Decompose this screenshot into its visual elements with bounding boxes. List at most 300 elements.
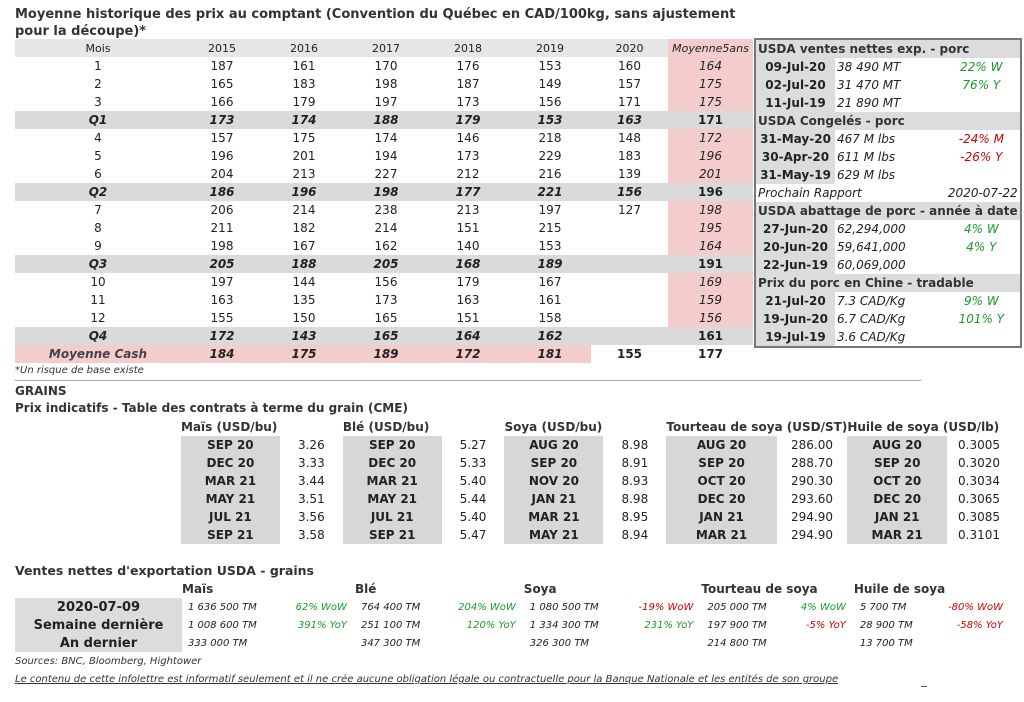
next-report-row: [755, 184, 1021, 202]
contract-month: AUG 20: [666, 436, 776, 454]
price-cell: 183: [618, 149, 641, 163]
price-cell: 227: [374, 167, 398, 181]
usda-change: [943, 328, 1021, 347]
price-cell: 182: [292, 221, 316, 235]
contract-price: 3.56: [297, 510, 325, 524]
contract-price: 8.91: [621, 456, 649, 470]
price-cell: 167: [292, 239, 316, 253]
contract-price: 0.3101: [958, 528, 1001, 542]
contract-month: SEP 20: [666, 454, 776, 472]
divider: [15, 380, 921, 381]
price-cell: 187: [210, 59, 234, 73]
quarter-row: [15, 255, 753, 273]
export-volume: 326 300 TM: [529, 637, 590, 649]
usda-date: 21-Jul-20: [755, 292, 835, 310]
contract-price: 0.3065: [958, 492, 1001, 506]
column-header: Moyenne5ans: [668, 39, 753, 57]
export-change: [439, 634, 524, 652]
usda-change: 22% W: [960, 60, 1003, 74]
row-label: 10: [90, 275, 106, 289]
grain-column-title: Maïs (USD/bu): [181, 420, 278, 434]
contract-month: MAR 21: [504, 508, 603, 526]
five-year-average-cell: 164: [668, 237, 753, 255]
usda-data-row: [755, 94, 1021, 112]
row-label: 7: [94, 203, 102, 217]
contract-month: JUL 21: [343, 508, 442, 526]
five-year-average-cell: 175: [668, 75, 753, 93]
price-cell: 151: [456, 221, 480, 235]
usda-date: 19-Jul-19: [755, 328, 835, 347]
contract-price: 0.3034: [958, 474, 1001, 488]
price-cell: 166: [210, 95, 234, 109]
usda-data-row: [755, 166, 1021, 184]
price-cell: [591, 291, 668, 309]
exports-header: [15, 580, 1011, 598]
contract-month: JAN 21: [666, 508, 776, 526]
commodity-title: Soya: [523, 582, 557, 596]
export-change: 4% WoW: [800, 601, 846, 613]
export-volume: 197 900 TM: [707, 619, 767, 631]
contract-price: 5.27: [459, 438, 487, 452]
five-year-average-cell: 195: [668, 219, 753, 237]
price-cell: 214: [292, 203, 316, 217]
contract-month: SEP 21: [181, 526, 280, 544]
five-year-average-cell: 156: [668, 309, 753, 327]
usda-data-row: [755, 328, 1021, 347]
price-cell: 151: [456, 311, 480, 325]
commodity-title: Maïs: [182, 582, 214, 596]
price-cell: 155: [591, 345, 668, 363]
usda-change: [943, 256, 1021, 274]
contract-price: 294.90: [791, 528, 834, 542]
export-change: -5% YoY: [805, 619, 846, 631]
page-title: Moyenne historique des prix au comptant (Convention du Québec en CAD/100kg, sans ajustement pour la découpe)*: [15, 7, 736, 39]
contract-price: 8.95: [621, 510, 649, 524]
price-cell: 198: [210, 239, 234, 253]
usda-change: -26% Y: [960, 150, 1003, 164]
export-volume: 347 300 TM: [360, 637, 421, 649]
price-cell: 183: [292, 77, 316, 91]
contract-month: MAY 21: [504, 526, 603, 544]
price-cell: 201: [292, 149, 316, 163]
usda-date: 31-May-19: [755, 166, 835, 184]
contract-month: DEC 20: [847, 490, 947, 508]
export-volume: 5 700 TM: [859, 601, 907, 613]
price-cell: 173: [374, 293, 398, 307]
five-year-average-cell: 172: [668, 129, 753, 147]
contract-price: 5.33: [459, 456, 487, 470]
row-label: Q2: [15, 183, 181, 201]
price-cell: 158: [538, 311, 562, 325]
price-cell: 167: [538, 275, 562, 289]
usda-change: 101% Y: [958, 312, 1005, 326]
contract-price: 290.30: [791, 474, 834, 488]
grain-column-title: Tourteau de soya (USD/ST): [666, 420, 848, 434]
price-cell: 174: [374, 131, 398, 145]
usda-section-header: [755, 112, 1021, 130]
usda-value: 629 M lbs: [836, 168, 896, 182]
export-change: 62% WoW: [295, 601, 347, 613]
five-year-average-cell: 198: [668, 201, 753, 219]
price-cell: 149: [538, 77, 562, 91]
price-cell: 177: [427, 183, 509, 201]
column-header: 2020: [591, 39, 668, 57]
price-cell: 196: [210, 149, 234, 163]
grain-exports-table: [15, 580, 1011, 652]
row-label: 12: [90, 311, 106, 325]
price-cell: 213: [292, 167, 316, 181]
grain-contract-row: [181, 526, 1011, 544]
price-cell: 214: [374, 221, 398, 235]
contract-month: NOV 20: [504, 472, 603, 490]
price-cell: 148: [618, 131, 641, 145]
price-cell: 163: [591, 111, 668, 129]
price-cell: 238: [374, 203, 398, 217]
export-volume: 1 008 600 TM: [188, 619, 257, 631]
price-cell: 216: [538, 167, 562, 181]
contract-price: 286.00: [791, 438, 834, 452]
contract-month: JAN 21: [504, 490, 603, 508]
usda-section-header: [755, 202, 1021, 220]
column-header: 2018: [427, 39, 509, 57]
usda-value: 59,641,000: [836, 240, 906, 254]
price-cell: 157: [618, 77, 641, 91]
price-cell: 165: [345, 327, 427, 345]
price-cell: 172: [181, 327, 263, 345]
price-cell: 181: [509, 345, 591, 363]
price-cell: 146: [456, 131, 480, 145]
export-change: [620, 634, 701, 652]
usda-data-row: [755, 220, 1021, 238]
grains-heading: GRAINS: [15, 384, 67, 398]
export-volume: 205 000 TM: [707, 601, 767, 613]
contract-month: AUG 20: [847, 436, 947, 454]
price-cell: 139: [618, 167, 641, 181]
contract-price: 0.3085: [958, 510, 1001, 524]
contract-price: 294.90: [791, 510, 834, 524]
five-year-average-cell: 175: [668, 93, 753, 111]
row-label: Moyenne Cash: [15, 345, 181, 363]
usda-panel: [754, 38, 1022, 348]
price-cell: 163: [456, 293, 480, 307]
usda-section-title: Prix du porc en Chine - tradable: [755, 274, 1021, 292]
usda-change: [943, 166, 1021, 184]
contract-price: 3.44: [297, 474, 325, 488]
price-cell: 156: [374, 275, 398, 289]
contract-month: MAR 21: [343, 472, 442, 490]
grain-column-title: Soya (USD/bu): [504, 420, 603, 434]
price-cell: 173: [456, 149, 480, 163]
price-cell: [591, 237, 668, 255]
price-cell: 221: [509, 183, 591, 201]
export-volume: 214 800 TM: [707, 637, 767, 649]
export-change: [786, 634, 854, 652]
exports-row-label: 2020-07-09: [15, 598, 182, 616]
grain-table-header: [181, 418, 1011, 436]
export-volume: 13 700 TM: [859, 637, 913, 649]
five-year-average-cell: 161: [668, 327, 753, 345]
price-cell: 205: [345, 255, 427, 273]
contract-price: 5.40: [459, 510, 487, 524]
usda-data-row: [755, 292, 1021, 310]
price-cell: 198: [345, 183, 427, 201]
price-cell: 135: [292, 293, 316, 307]
price-cell: 144: [292, 275, 316, 289]
contract-price: 8.98: [621, 438, 649, 452]
usda-date: 30-Apr-20: [755, 148, 835, 166]
price-cell: 212: [456, 167, 480, 181]
month-row: [15, 75, 753, 93]
commodity-title: Tourteau de soya: [701, 582, 818, 596]
grain-futures-table: [181, 418, 1011, 544]
usda-date: 20-Jun-20: [755, 238, 835, 256]
usda-date: 02-Jul-20: [755, 76, 835, 94]
price-cell: [591, 273, 668, 291]
export-volume: 28 900 TM: [859, 619, 913, 631]
five-year-average-cell: 191: [668, 255, 753, 273]
price-cell: 204: [210, 167, 234, 181]
usda-section-header: [755, 274, 1021, 292]
five-year-average-cell: 201: [668, 165, 753, 183]
price-cell: 188: [263, 255, 345, 273]
export-change: 204% WoW: [458, 601, 516, 613]
contract-price: 5.47: [459, 528, 487, 542]
price-cell: 163: [210, 293, 234, 307]
usda-section-title: USDA abattage de porc - année à date: [755, 202, 1021, 220]
contract-month: MAR 21: [847, 526, 947, 544]
export-volume: 1 334 300 TM: [529, 619, 599, 631]
usda-value: 467 M lbs: [836, 132, 896, 146]
price-cell: 197: [210, 275, 234, 289]
price-cell: [591, 219, 668, 237]
price-cell: 171: [618, 95, 641, 109]
grain-contract-row: [181, 472, 1011, 490]
price-cell: 174: [263, 111, 345, 129]
price-cell: 161: [538, 293, 562, 307]
month-row: [15, 201, 753, 219]
exports-title: Ventes nettes d'exportation USDA - grains: [15, 563, 314, 578]
usda-change: -24% M: [958, 132, 1004, 146]
row-label: 4: [94, 131, 102, 145]
row-label: 9: [94, 239, 102, 253]
price-cell: 184: [181, 345, 263, 363]
price-cell: 175: [292, 131, 316, 145]
grain-contract-row: [181, 436, 1011, 454]
price-cell: 162: [374, 239, 398, 253]
price-cell: 189: [509, 255, 591, 273]
price-cell: 218: [538, 131, 562, 145]
usda-section-title: USDA ventes nettes exp. - porc: [755, 39, 1021, 58]
export-change: 120% YoY: [466, 619, 516, 631]
price-cell: [591, 309, 668, 327]
price-cell: [591, 327, 668, 345]
price-cell: 162: [509, 327, 591, 345]
usda-value: 6.7 CAD/Kg: [836, 312, 906, 326]
month-row: [15, 291, 753, 309]
price-cell: 229: [538, 149, 562, 163]
five-year-average-cell: 169: [668, 273, 753, 291]
price-cell: 198: [374, 77, 398, 91]
row-label: Q3: [15, 255, 181, 273]
price-cell: 155: [210, 311, 234, 325]
contract-month: OCT 20: [666, 472, 776, 490]
usda-date: 19-Jun-20: [755, 310, 835, 328]
five-year-average-cell: 196: [668, 183, 753, 201]
grain-contract-row: [181, 508, 1011, 526]
price-cell: 179: [292, 95, 316, 109]
usda-value: 60,069,000: [836, 258, 906, 272]
usda-date: 11-Jul-19: [755, 94, 835, 112]
price-table: [15, 39, 753, 363]
contract-month: MAR 21: [666, 526, 776, 544]
usda-change: 9% W: [963, 294, 999, 308]
price-cell: 143: [263, 327, 345, 345]
export-volume: 1 080 500 TM: [529, 601, 599, 613]
next-report-date: 2020-07-22: [947, 186, 1018, 200]
exports-row: [15, 634, 1011, 652]
contract-month: SEP 20: [847, 454, 947, 472]
contract-month: SEP 20: [504, 454, 603, 472]
export-change: -19% WoW: [638, 601, 694, 613]
usda-value: 62,294,000: [836, 222, 906, 236]
exports-row: [15, 598, 1011, 616]
contract-price: 5.40: [459, 474, 487, 488]
price-cell: 153: [538, 59, 562, 73]
row-label: 2: [94, 77, 102, 91]
usda-section-title: USDA Congelés - porc: [755, 112, 1021, 130]
price-cell: 140: [456, 239, 480, 253]
price-cell: 156: [538, 95, 562, 109]
contract-price: 293.60: [791, 492, 834, 506]
exports-row-label: An dernier: [15, 634, 182, 652]
contract-month: DEC 20: [343, 454, 442, 472]
basis-risk-note: *Un risque de base existe: [15, 365, 144, 376]
average-cash-row: [15, 345, 753, 363]
exports-header-spacer: [15, 580, 182, 598]
contract-price: 5.44: [459, 492, 487, 506]
export-change: 231% YoY: [644, 619, 694, 631]
contract-price: 0.3020: [958, 456, 1001, 470]
price-cell: 173: [456, 95, 480, 109]
five-year-average-cell: 196: [668, 147, 753, 165]
price-cell: 153: [538, 239, 562, 253]
contract-month: MAY 21: [181, 490, 280, 508]
contract-month: DEC 20: [181, 454, 280, 472]
contract-month: OCT 20: [847, 472, 947, 490]
price-cell: 189: [345, 345, 427, 363]
month-row: [15, 57, 753, 75]
quarter-row: [15, 327, 753, 345]
price-cell: 179: [456, 275, 480, 289]
column-header: 2019: [509, 39, 591, 57]
contract-price: 3.33: [297, 456, 325, 470]
grain-contract-row: [181, 454, 1011, 472]
contract-month: SEP 20: [181, 436, 280, 454]
month-row: [15, 237, 753, 255]
export-volume: 251 100 TM: [360, 619, 421, 631]
grain-contract-row: [181, 490, 1011, 508]
usda-date: 22-Jun-19: [755, 256, 835, 274]
quarter-row: [15, 111, 753, 129]
row-label: 3: [94, 95, 102, 109]
commodity-title: Blé: [354, 582, 377, 596]
price-cell: 215: [538, 221, 562, 235]
grains-subtitle: Prix indicatifs - Table des contrats à terme du grain (CME): [15, 401, 408, 415]
price-cell: 150: [292, 311, 316, 325]
export-change: -58% YoY: [956, 619, 1003, 631]
contract-month: SEP 20: [343, 436, 442, 454]
price-cell: 194: [374, 149, 398, 163]
usda-change: 76% Y: [962, 78, 1001, 92]
export-change: 391% YoY: [297, 619, 347, 631]
row-label: 6: [94, 167, 102, 181]
usda-data-row: [755, 130, 1021, 148]
five-year-average-cell: 171: [668, 111, 753, 129]
month-row: [15, 147, 753, 165]
price-cell: 175: [263, 345, 345, 363]
month-row: [15, 219, 753, 237]
price-cell: [591, 255, 668, 273]
price-cell: 161: [292, 59, 316, 73]
export-change: [278, 634, 354, 652]
price-cell: 172: [427, 345, 509, 363]
usda-value: 31 470 MT: [836, 78, 901, 92]
grain-column-title: Blé (USD/bu): [342, 420, 430, 434]
price-cell: 186: [181, 183, 263, 201]
export-volume: 333 000 TM: [188, 637, 248, 649]
price-cell: 196: [263, 183, 345, 201]
price-cell: 205: [181, 255, 263, 273]
contract-price: 8.93: [621, 474, 649, 488]
usda-date: 27-Jun-20: [755, 220, 835, 238]
price-cell: 197: [538, 203, 562, 217]
row-label: 8: [94, 221, 102, 235]
usda-value: 21 890 MT: [836, 96, 901, 110]
contract-price: 3.58: [297, 528, 325, 542]
usda-data-row: [755, 76, 1021, 94]
grain-column-title: Huile de soya (USD/lb): [847, 420, 1000, 434]
exports-row-label: Semaine dernière: [15, 616, 182, 634]
usda-data-row: [755, 256, 1021, 274]
price-cell: 156: [591, 183, 668, 201]
usda-value: 3.6 CAD/Kg: [836, 330, 906, 344]
price-cell: 157: [210, 131, 234, 145]
usda-date: 09-Jul-20: [755, 58, 835, 76]
price-cell: 168: [427, 255, 509, 273]
contract-month: SEP 21: [343, 526, 442, 544]
export-volume: 764 400 TM: [360, 601, 421, 613]
price-cell: 164: [427, 327, 509, 345]
price-cell: 165: [210, 77, 234, 91]
contract-month: AUG 20: [504, 436, 603, 454]
contract-price: 3.51: [297, 492, 325, 506]
five-year-average-cell: 159: [668, 291, 753, 309]
price-cell: 188: [345, 111, 427, 129]
price-table-header: [15, 39, 753, 57]
next-report-label: Prochain Rapport: [758, 186, 862, 200]
usda-date: 31-May-20: [755, 130, 835, 148]
month-row: [15, 309, 753, 327]
contract-month: MAR 21: [181, 472, 280, 490]
usda-section-header: [755, 39, 1021, 58]
contract-month: DEC 20: [666, 490, 776, 508]
commodity-title: Huile de soya: [853, 582, 946, 596]
usda-value: 38 490 MT: [836, 60, 901, 74]
month-row: [15, 273, 753, 291]
price-cell: 179: [427, 111, 509, 129]
price-cell: 160: [618, 59, 641, 73]
price-cell: 176: [456, 59, 480, 73]
